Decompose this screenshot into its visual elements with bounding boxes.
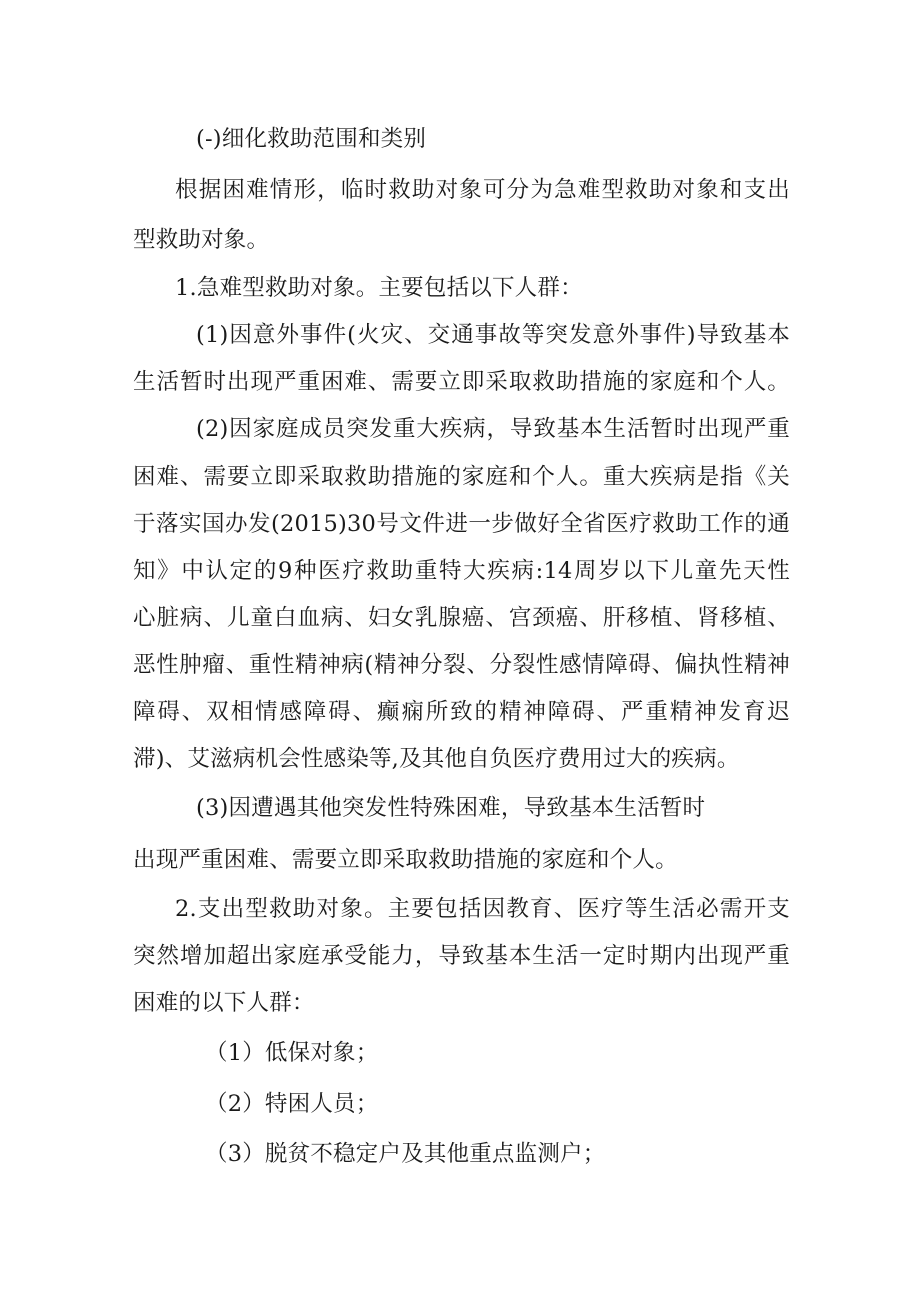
list-item: （2）特困人员； xyxy=(205,1091,379,1117)
paragraph-line: 困难的以下人群： xyxy=(133,990,315,1016)
paragraph-line: 突然增加超出家庭承受能力，导致基本生活一定时期内出现严重 xyxy=(133,943,790,969)
paragraph-line: 障碍、双相情感障碍、癫痫所致的精神障碍、严重精神发育迟 xyxy=(133,699,790,725)
paragraph-line: 根据困难情形，临时救助对象可分为急难型救助对象和支出 xyxy=(175,177,790,203)
paragraph-line: 恶性肿瘤、重性精神病(精神分裂、分裂性感情障碍、偏执性精神 xyxy=(133,652,790,678)
paragraph-line: 心脏病、儿童白血病、妇女乳腺癌、宫颈癌、肝移植、肾移植、 xyxy=(133,605,790,631)
paragraph-line: 滞)、艾滋病机会性感染等,及其他自负医疗费用过大的疾病。 xyxy=(133,746,740,772)
paragraph-line: 1.急难型救助对象。主要包括以下人群： xyxy=(175,275,583,301)
list-item: （1）低保对象； xyxy=(205,1040,379,1066)
paragraph-line: 知》中认定的9种医疗救助重特大疾病:14周岁以下儿童先天性 xyxy=(133,558,790,584)
section-heading: (-)细化救助范围和类别 xyxy=(196,126,427,152)
paragraph-line: 出现严重困难、需要立即采取救助措施的家庭和个人。 xyxy=(133,847,678,873)
paragraph-line: 生活暂时出现严重困难、需要立即采取救助措施的家庭和个人。 xyxy=(133,369,790,395)
paragraph-line: (1)因意外事件(火灾、交通事故等突发意外事件)导致基本 xyxy=(196,322,790,348)
paragraph-line: (2)因家庭成员突发重大疾病，导致基本生活暂时出现严重 xyxy=(196,416,790,442)
paragraph-line: 2.支出型救助对象。主要包括因教育、医疗等生活必需开支 xyxy=(175,896,790,922)
paragraph-line: (3)因遭遇其他突发性特殊困难，导致基本生活暂时 xyxy=(196,795,706,821)
paragraph-line: 困难、需要立即采取救助措施的家庭和个人。重大疾病是指《关 xyxy=(133,464,790,490)
paragraph-line: 型救助对象。 xyxy=(133,227,270,253)
paragraph-line: 于落实国办发(2015)30号文件进一步做好全省医疗救助工作的通 xyxy=(133,511,790,537)
list-item: （3）脱贫不稳定户及其他重点监测户； xyxy=(205,1141,606,1167)
